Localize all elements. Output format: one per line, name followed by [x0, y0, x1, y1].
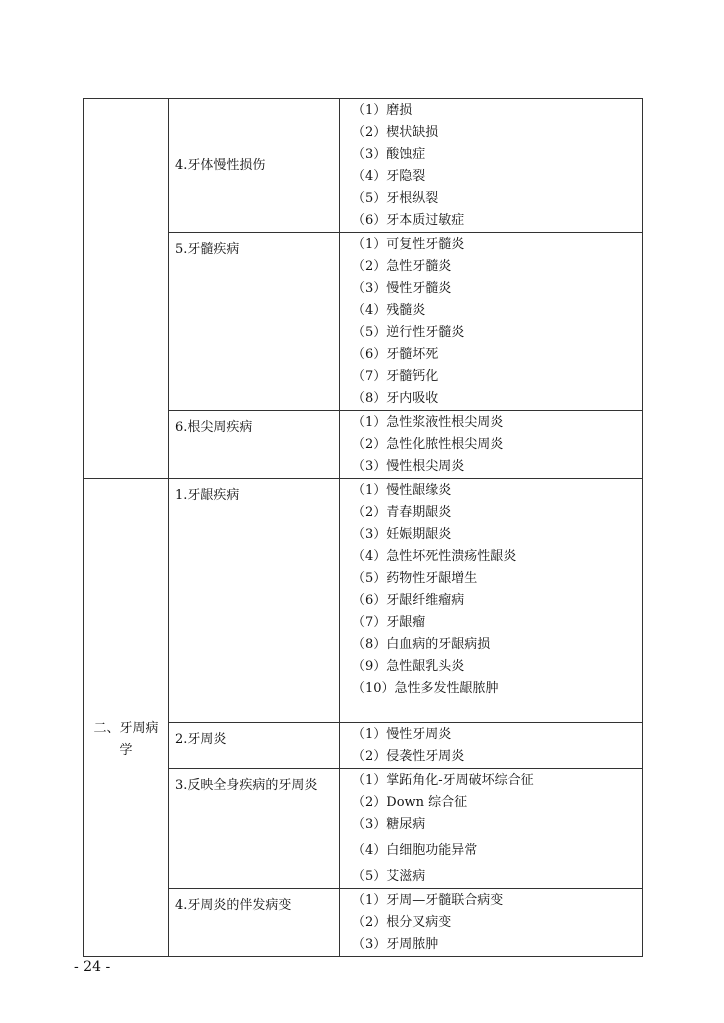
unit-cell-continued [84, 99, 169, 479]
syllabus-table-body [84, 99, 643, 957]
list-item: （7）牙龈瘤 [352, 615, 426, 630]
list-item: （4）残髓炎 [352, 303, 426, 318]
list-item: （2）侵袭性牙周炎 [352, 749, 465, 764]
list-item: （10）急性多发性龈脓肿 [352, 681, 499, 696]
list-item: （2）急性牙髓炎 [352, 259, 452, 274]
topic-cell [169, 769, 340, 889]
list-item: （1）慢性龈缘炎 [352, 483, 452, 498]
list-item: （9）急性龈乳头炎 [352, 659, 465, 674]
item-list [352, 770, 642, 888]
list-item: （5）牙根纵裂 [352, 191, 439, 206]
item-cell [340, 479, 643, 723]
item-cell [340, 769, 643, 889]
list-item: （3）慢性根尖周炎 [352, 459, 465, 474]
item-list [352, 480, 642, 700]
list-item: （2）Down 综合征 [352, 795, 468, 810]
list-item: （5）逆行性牙髓炎 [352, 325, 465, 340]
list-item: （1）掌跖角化-牙周破坏综合征 [352, 773, 534, 788]
list-item: （5）艾滋病 [352, 869, 426, 884]
item-cell [340, 99, 643, 233]
list-item: （2）青春期龈炎 [352, 505, 452, 520]
list-item: （5）药物性牙龈增生 [352, 571, 478, 586]
topic-cell [169, 99, 340, 233]
item-list [352, 724, 642, 768]
list-item: （4）急性坏死性溃疡性龈炎 [352, 549, 517, 564]
topic-cell [169, 233, 340, 411]
item-cell [340, 889, 643, 957]
list-item: （1）慢性牙周炎 [352, 727, 452, 742]
item-list [352, 412, 642, 478]
table-row [84, 479, 643, 723]
list-item: （3）酸蚀症 [352, 147, 426, 162]
topic-label: 6.根尖周疾病 [175, 420, 253, 435]
item-list [352, 234, 642, 410]
topic-label: 4.牙周炎的伴发病变 [175, 898, 292, 913]
list-item: （3）牙周脓肿 [352, 937, 439, 952]
list-item: （3）糖尿病 [352, 817, 426, 832]
item-list [352, 890, 642, 956]
list-item: （2）急性化脓性根尖周炎 [352, 437, 504, 452]
topic-label: 4.牙体慢性损伤 [175, 157, 266, 173]
list-item: （3）慢性牙髓炎 [352, 281, 452, 296]
item-cell [340, 233, 643, 411]
topic-label: 2.牙周炎 [175, 732, 227, 747]
list-item: （2）楔状缺损 [352, 125, 439, 140]
list-item: （1）可复性牙髓炎 [352, 237, 465, 252]
table-row [84, 99, 643, 233]
list-item: （8）白血病的牙龈病损 [352, 637, 491, 652]
list-item: （6）牙龈纤维瘤病 [352, 593, 465, 608]
item-cell [340, 723, 643, 769]
topic-label: 1.牙龈疾病 [175, 488, 240, 503]
list-item: （7）牙髓钙化 [352, 369, 439, 384]
unit-label: 二、牙周病学 [93, 721, 159, 758]
list-item: （6）牙本质过敏症 [352, 213, 465, 228]
topic-label: 5.牙髓疾病 [175, 242, 240, 257]
topic-cell [169, 889, 340, 957]
page-number: - 24 - [74, 959, 111, 975]
item-cell [340, 411, 643, 479]
unit-cell-periodontology [84, 479, 169, 957]
list-item: （1）磨损 [352, 103, 413, 118]
list-item: （8）牙内吸收 [352, 391, 439, 406]
list-item: （2）根分叉病变 [352, 915, 452, 930]
list-item: （6）牙髓坏死 [352, 347, 439, 362]
list-item: （1）牙周—牙髓联合病变 [352, 893, 504, 908]
list-item: （1）急性浆液性根尖周炎 [352, 415, 504, 430]
topic-cell [169, 723, 340, 769]
topic-label: 3.反映全身疾病的牙周炎 [175, 778, 318, 793]
topic-cell [169, 411, 340, 479]
list-item: （4）白细胞功能异常 [352, 843, 478, 858]
syllabus-table [83, 98, 643, 957]
list-item: （3）妊娠期龈炎 [352, 527, 452, 542]
list-item: （4）牙隐裂 [352, 169, 426, 184]
item-list [352, 100, 642, 232]
topic-cell [169, 479, 340, 723]
